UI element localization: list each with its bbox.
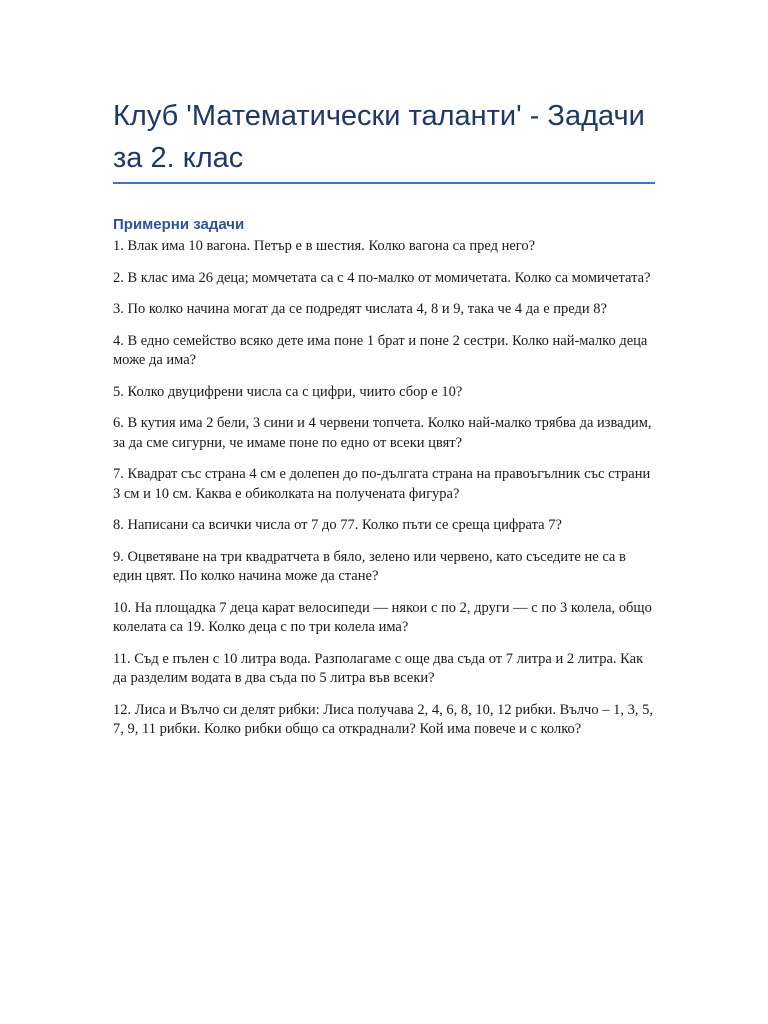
document-title: Клуб 'Математически таланти' - Задачи за 2. клас <box>113 100 645 174</box>
title-underline <box>113 182 655 184</box>
problem-item: 11. Съд е пълен с 10 литра вода. Разполагаме с още два съда от 7 литра и 2 литра. Как да разделим водата в два съда по 5 литра във всеки? <box>113 650 644 686</box>
problem-item: 4. В едно семейство всяко дете има поне 1 брат и поне 2 сестри. Колко най-малко деца може да има? <box>113 332 648 368</box>
problem-item: 10. На площадка 7 деца карат велосипеди — някои с по 2, други — с по 3 колела, общо колелата са 19. Колко деца с по три колела има? <box>113 599 652 635</box>
problem-item: 5. Колко двуцифрени числа са с цифри, чиито сбор е 10? <box>113 383 463 400</box>
problem-item: 8. Написани са всички числа от 7 до 77. Колко пъти се среща цифрата 7? <box>113 517 562 533</box>
document-page <box>113 0 655 752</box>
problem-item: 9. Оцветяване на три квадратчета в бяло, зелено или червено, като съседите не са в един цвят. По колко начина може да стане? <box>113 548 626 584</box>
problem-item: 2. В клас има 26 деца; момчетата са с 4 по-малко от момичетата. Колко са момичетата? <box>113 269 651 286</box>
problem-item: 1. Влак има 10 вагона. Петър е в шестия. Колко вагона са пред него? <box>113 238 536 254</box>
problem-item: 12. Лиса и Вълчо си делят рибки: Лиса получава 2, 4, 6, 8, 10, 12 рибки. Вълчо – 1, 3, 5, 7, 9, 11 рибки. Колко рибки общо са откраднали? Кой има повече и с колко? <box>113 701 653 737</box>
section-heading: Примерни задачи <box>113 216 245 233</box>
problem-item: 3. По колко начина могат да се подредят числата 4, 8 и 9, така че 4 да е преди 8? <box>113 301 607 317</box>
problem-item: 6. В кутия има 2 бели, 3 сини и 4 червени топчета. Колко най-малко трябва да извадим, за да сме сигурни, че имаме поне по едно от всеки цвят? <box>113 415 652 451</box>
problem-list <box>113 237 655 740</box>
problem-item: 7. Квадрат със страна 4 см е долепен до по-дългата страна на правоъгълник със страни 3 см и 10 см. Каква е обиколката на получената фигура? <box>113 466 651 502</box>
